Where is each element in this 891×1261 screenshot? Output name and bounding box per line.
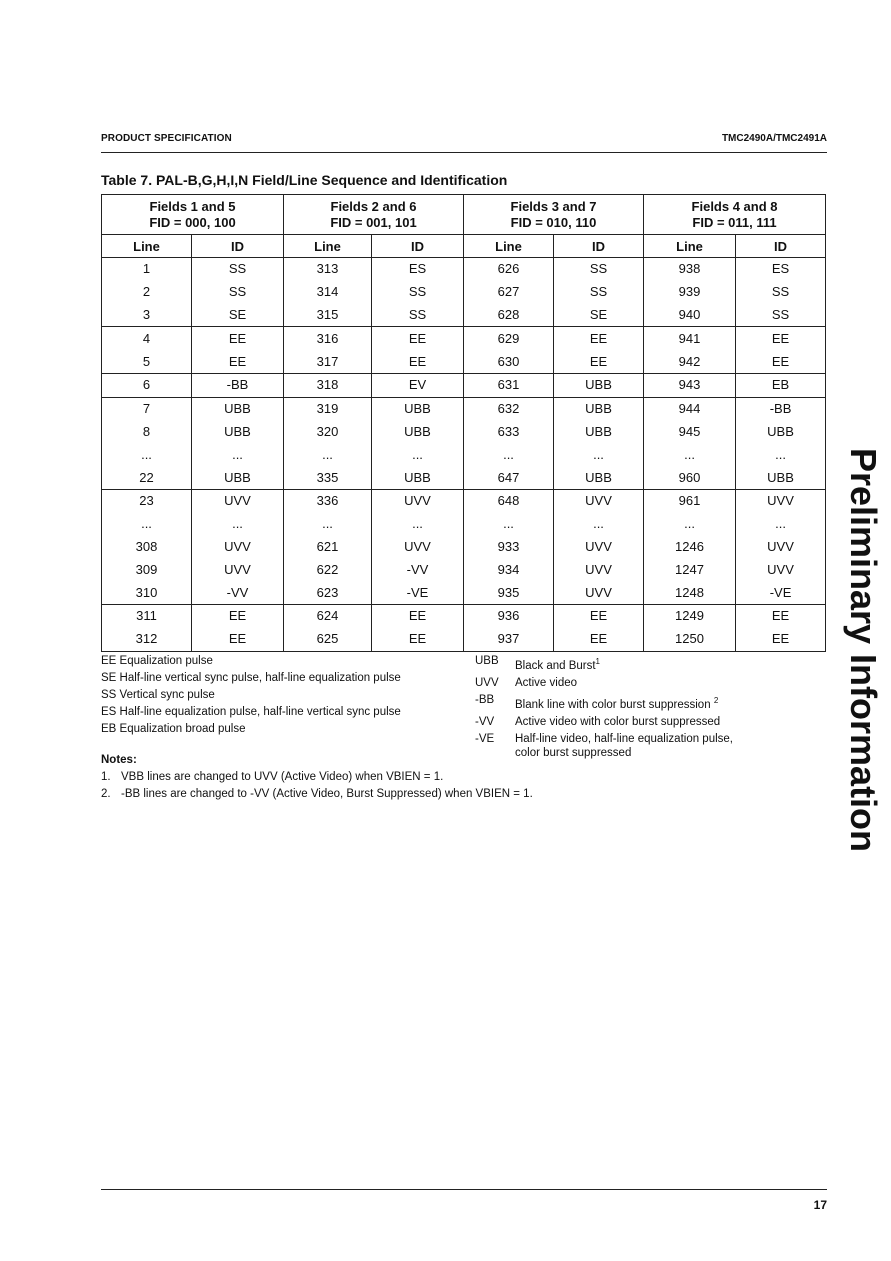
header-product-spec: PRODUCT SPECIFICATION bbox=[101, 133, 232, 144]
table-row bbox=[102, 258, 826, 281]
cell-line: 335 bbox=[284, 466, 372, 489]
cell-line: 4 bbox=[102, 327, 192, 350]
cell-id: UBB bbox=[554, 397, 644, 420]
cell-line: 942 bbox=[644, 350, 736, 373]
cell-id: -BB bbox=[736, 397, 826, 420]
side-banner bbox=[843, 430, 883, 870]
cell-id: ... bbox=[192, 513, 284, 536]
cell-id: UBB bbox=[554, 466, 644, 489]
legend-item: ES Half-line equalization pulse, half-line vertical sync pulse bbox=[101, 706, 401, 718]
note-number: 1. bbox=[101, 771, 111, 783]
footer-rule bbox=[101, 1189, 827, 1190]
cell-id: ... bbox=[554, 513, 644, 536]
cell-line: 934 bbox=[464, 558, 554, 581]
cell-id: ... bbox=[372, 513, 464, 536]
cell-id: EE bbox=[554, 604, 644, 627]
table-row bbox=[102, 397, 826, 420]
cell-line: 320 bbox=[284, 421, 372, 444]
cell-id: -VV bbox=[192, 581, 284, 604]
cell-line: 8 bbox=[102, 421, 192, 444]
cell-line: ... bbox=[464, 513, 554, 536]
cell-line: ... bbox=[102, 513, 192, 536]
cell-id: -VV bbox=[372, 558, 464, 581]
cell-line: 1246 bbox=[644, 536, 736, 559]
cell-line: 623 bbox=[284, 581, 372, 604]
cell-id: EB bbox=[736, 373, 826, 397]
cell-line: ... bbox=[644, 513, 736, 536]
cell-line: 944 bbox=[644, 397, 736, 420]
cell-id: UBB bbox=[554, 373, 644, 397]
cell-line: 1248 bbox=[644, 581, 736, 604]
cell-id: UVV bbox=[372, 536, 464, 559]
cell-line: 3 bbox=[102, 304, 192, 327]
col-header-id: ID bbox=[554, 235, 644, 258]
cell-line: 314 bbox=[284, 281, 372, 304]
cell-id: UBB bbox=[192, 466, 284, 489]
cell-id: SS bbox=[736, 281, 826, 304]
cell-line: 1249 bbox=[644, 604, 736, 627]
cell-id: -BB bbox=[192, 373, 284, 397]
table-row bbox=[102, 327, 826, 350]
cell-line: 936 bbox=[464, 604, 554, 627]
col-header-line: Line bbox=[644, 235, 736, 258]
cell-line: 631 bbox=[464, 373, 554, 397]
notes bbox=[101, 752, 533, 803]
cell-line: ... bbox=[284, 443, 372, 466]
cell-id: EE bbox=[554, 350, 644, 373]
cell-line: 316 bbox=[284, 327, 372, 350]
cell-id: SS bbox=[192, 258, 284, 281]
cell-line: 319 bbox=[284, 397, 372, 420]
note-number: 2. bbox=[101, 788, 111, 800]
legend-desc-continued: color burst suppressed bbox=[515, 746, 632, 759]
cell-line: 633 bbox=[464, 421, 554, 444]
cell-id: EE bbox=[736, 350, 826, 373]
cell-line: 629 bbox=[464, 327, 554, 350]
cell-line: 23 bbox=[102, 489, 192, 512]
cell-id: EE bbox=[192, 604, 284, 627]
cell-id: -VE bbox=[372, 581, 464, 604]
cell-id: UBB bbox=[736, 421, 826, 444]
cell-id: ... bbox=[372, 443, 464, 466]
legend-code: -BB bbox=[475, 693, 495, 706]
group-header-1: Fields 1 and 5 FID = 000, 100 bbox=[102, 195, 284, 235]
cell-line: 310 bbox=[102, 581, 192, 604]
cell-id: EE bbox=[372, 628, 464, 651]
table-title: Table 7. PAL-B,G,H,I,N Field/Line Sequence and Identification bbox=[101, 172, 508, 188]
cell-id: SE bbox=[554, 304, 644, 327]
cell-line: 647 bbox=[464, 466, 554, 489]
note-text: VBB lines are changed to UVV (Active Video) when VBIEN = 1. bbox=[121, 771, 444, 783]
cell-line: 938 bbox=[644, 258, 736, 281]
cell-id: UVV bbox=[736, 536, 826, 559]
legend-left bbox=[101, 653, 401, 738]
cell-id: UBB bbox=[192, 421, 284, 444]
table-row bbox=[102, 350, 826, 373]
note-item bbox=[101, 786, 533, 803]
legend-right bbox=[475, 653, 775, 762]
cell-id: EE bbox=[554, 327, 644, 350]
legend-desc: Black and Burst$^1$ bbox=[515, 657, 600, 672]
legend-desc: Half-line video, half-line equalization pulse, bbox=[515, 732, 733, 745]
note-text: -BB lines are changed to -VV (Active Video, Burst Suppressed) when VBIEN = 1. bbox=[121, 788, 533, 800]
table-row bbox=[102, 604, 826, 627]
legend-desc: Active video with color burst suppressed bbox=[515, 715, 721, 728]
note-item bbox=[101, 769, 533, 786]
cell-id: EE bbox=[736, 327, 826, 350]
legend-desc: Blank line with color burst suppression $^2$ bbox=[515, 695, 719, 711]
notes-title: Notes: bbox=[101, 754, 137, 766]
table-row bbox=[102, 489, 826, 512]
cell-line: 318 bbox=[284, 373, 372, 397]
cell-line: 7 bbox=[102, 397, 192, 420]
table-row bbox=[102, 466, 826, 489]
table-row bbox=[102, 281, 826, 304]
cell-id: ... bbox=[554, 443, 644, 466]
cell-line: 1250 bbox=[644, 628, 736, 651]
group-header-2: Fields 2 and 6 FID = 001, 101 bbox=[284, 195, 464, 235]
cell-id: UVV bbox=[554, 558, 644, 581]
cell-line: 632 bbox=[464, 397, 554, 420]
col-header-line: Line bbox=[284, 235, 372, 258]
col-header-id: ID bbox=[736, 235, 826, 258]
legend-item bbox=[475, 692, 775, 714]
legend-item bbox=[475, 714, 775, 731]
legend-item: EB Equalization broad pulse bbox=[101, 723, 246, 735]
cell-line: 933 bbox=[464, 536, 554, 559]
cell-line: 2 bbox=[102, 281, 192, 304]
cell-line: 336 bbox=[284, 489, 372, 512]
cell-id: UBB bbox=[736, 466, 826, 489]
cell-line: 313 bbox=[284, 258, 372, 281]
cell-id: UVV bbox=[192, 558, 284, 581]
cell-line: ... bbox=[102, 443, 192, 466]
cell-line: ... bbox=[464, 443, 554, 466]
legend-item: SE Half-line vertical sync pulse, half-line equalization pulse bbox=[101, 672, 401, 684]
legend-code: -VV bbox=[475, 715, 495, 728]
cell-line: 6 bbox=[102, 373, 192, 397]
preliminary-information-label: Preliminary Information bbox=[843, 447, 884, 853]
cell-line: 22 bbox=[102, 466, 192, 489]
legend-item bbox=[475, 653, 775, 675]
cell-line: 621 bbox=[284, 536, 372, 559]
cell-line: 309 bbox=[102, 558, 192, 581]
cell-id: -VE bbox=[736, 581, 826, 604]
table-row bbox=[102, 513, 826, 536]
cell-id: UBB bbox=[192, 397, 284, 420]
page-number: 17 bbox=[813, 1198, 827, 1212]
table-row bbox=[102, 581, 826, 604]
cell-line: 308 bbox=[102, 536, 192, 559]
table-row bbox=[102, 558, 826, 581]
cell-line: 961 bbox=[644, 489, 736, 512]
col-header-line: Line bbox=[464, 235, 554, 258]
cell-line: ... bbox=[644, 443, 736, 466]
cell-line: 648 bbox=[464, 489, 554, 512]
cell-id: SE bbox=[192, 304, 284, 327]
cell-line: 939 bbox=[644, 281, 736, 304]
cell-id: UBB bbox=[372, 397, 464, 420]
cell-id: UVV bbox=[554, 581, 644, 604]
legend-code: UVV bbox=[475, 676, 499, 689]
col-header-id: ID bbox=[192, 235, 284, 258]
cell-id: SS bbox=[554, 258, 644, 281]
header-part-number: TMC2490A/TMC2491A bbox=[721, 133, 827, 144]
cell-line: 945 bbox=[644, 421, 736, 444]
cell-id: EE bbox=[372, 604, 464, 627]
table-row bbox=[102, 628, 826, 651]
group-header-4: Fields 4 and 8 FID = 011, 111 bbox=[644, 195, 826, 235]
cell-id: EE bbox=[736, 628, 826, 651]
cell-id: UVV bbox=[736, 489, 826, 512]
legend-code: UBB bbox=[475, 655, 499, 667]
table-row bbox=[102, 373, 826, 397]
cell-line: 627 bbox=[464, 281, 554, 304]
cell-id: EE bbox=[372, 327, 464, 350]
cell-id: SS bbox=[372, 304, 464, 327]
cell-id: ... bbox=[736, 513, 826, 536]
group-header-3: Fields 3 and 7 FID = 010, 110 bbox=[464, 195, 644, 235]
cell-id: ... bbox=[192, 443, 284, 466]
legend-item: EE Equalization pulse bbox=[101, 655, 213, 667]
legend-desc: Active video bbox=[515, 676, 578, 689]
cell-line: 937 bbox=[464, 628, 554, 651]
cell-id: SS bbox=[736, 304, 826, 327]
cell-line: 943 bbox=[644, 373, 736, 397]
cell-id: EE bbox=[192, 628, 284, 651]
cell-line: 624 bbox=[284, 604, 372, 627]
cell-id: UVV bbox=[192, 536, 284, 559]
cell-line: 315 bbox=[284, 304, 372, 327]
cell-id: ES bbox=[372, 258, 464, 281]
table-row bbox=[102, 443, 826, 466]
cell-id: UVV bbox=[736, 558, 826, 581]
cell-line: 960 bbox=[644, 466, 736, 489]
cell-id: UBB bbox=[372, 421, 464, 444]
cell-id: EE bbox=[192, 350, 284, 373]
cell-line: 311 bbox=[102, 604, 192, 627]
cell-line: 630 bbox=[464, 350, 554, 373]
cell-line: 622 bbox=[284, 558, 372, 581]
cell-line: 941 bbox=[644, 327, 736, 350]
cell-id: ... bbox=[736, 443, 826, 466]
cell-id: EE bbox=[554, 628, 644, 651]
cell-line: 1247 bbox=[644, 558, 736, 581]
cell-line: ... bbox=[284, 513, 372, 536]
cell-id: SS bbox=[192, 281, 284, 304]
cell-id: ES bbox=[736, 258, 826, 281]
cell-line: 5 bbox=[102, 350, 192, 373]
cell-id: SS bbox=[554, 281, 644, 304]
cell-id: EE bbox=[736, 604, 826, 627]
cell-id: EE bbox=[192, 327, 284, 350]
cell-line: 935 bbox=[464, 581, 554, 604]
cell-id: UVV bbox=[554, 536, 644, 559]
cell-line: 317 bbox=[284, 350, 372, 373]
cell-id: EV bbox=[372, 373, 464, 397]
cell-line: 940 bbox=[644, 304, 736, 327]
cell-line: 625 bbox=[284, 628, 372, 651]
cell-id: UBB bbox=[554, 421, 644, 444]
col-header-id: ID bbox=[372, 235, 464, 258]
legend-item bbox=[475, 675, 775, 692]
cell-id: UVV bbox=[372, 489, 464, 512]
cell-id: UVV bbox=[554, 489, 644, 512]
header-rule bbox=[101, 152, 827, 153]
cell-line: 312 bbox=[102, 628, 192, 651]
cell-id: UBB bbox=[372, 466, 464, 489]
table-row bbox=[102, 304, 826, 327]
field-line-table bbox=[101, 194, 826, 652]
legend-item: SS Vertical sync pulse bbox=[101, 689, 215, 701]
cell-id: UVV bbox=[192, 489, 284, 512]
cell-id: SS bbox=[372, 281, 464, 304]
legend-code: -VE bbox=[475, 732, 495, 745]
cell-line: 626 bbox=[464, 258, 554, 281]
col-header-line: Line bbox=[102, 235, 192, 258]
cell-id: EE bbox=[372, 350, 464, 373]
table-row bbox=[102, 421, 826, 444]
cell-line: 628 bbox=[464, 304, 554, 327]
table-row bbox=[102, 536, 826, 559]
cell-line: 1 bbox=[102, 258, 192, 281]
